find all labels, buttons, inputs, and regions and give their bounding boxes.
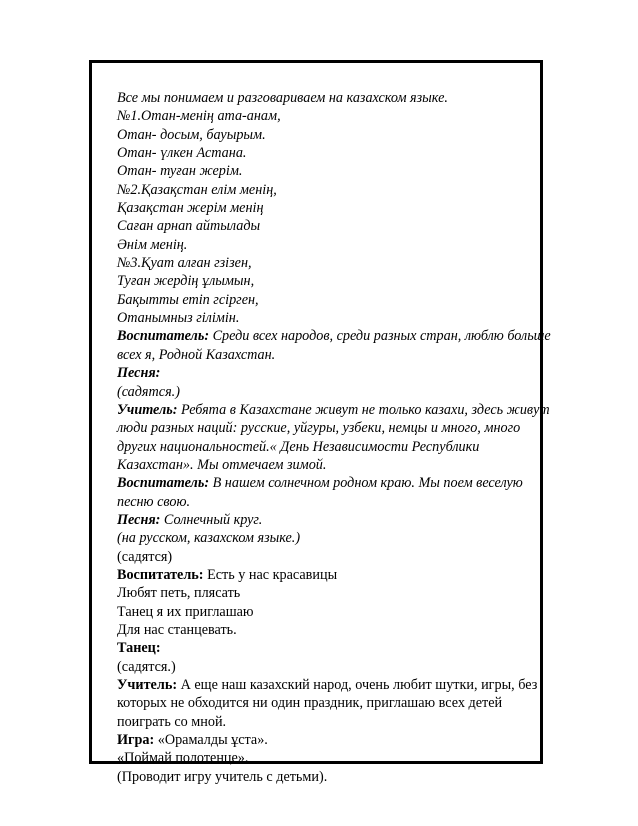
- poem1-line: Отан- үлкен Астана.: [117, 145, 247, 162]
- song2-line: [117, 511, 537, 529]
- stage-direction: (садятся.): [117, 658, 176, 675]
- game-label: Игра:: [117, 732, 155, 749]
- vosp2-line: песню свою.: [117, 493, 191, 510]
- poem1-line: Отан- досым, бауырым.: [117, 126, 266, 143]
- vosp3-line: Танец я их приглашаю: [117, 603, 254, 620]
- poem3-line: Бақытты етіп гсірген,: [117, 291, 259, 308]
- intro-line: Все мы понимаем и разговариваем на казахском языке.: [117, 90, 448, 106]
- poem2-line: Қазақстан жерім менің: [117, 200, 264, 217]
- song-label: Песня:: [117, 511, 161, 528]
- vosp1-line: [117, 327, 551, 345]
- poem2-line: Саған арнап айтылады: [117, 218, 261, 235]
- speech-text: Ребята в Казахстане живут не только казахи, здесь живут: [177, 401, 550, 418]
- poem1-line: Отан- туған жерім.: [117, 163, 243, 180]
- teacher2-line: которых не обходится ни один праздник, приглашаю всех детей: [117, 695, 503, 712]
- teacher2-line: поиграть со мной.: [117, 713, 227, 730]
- song-title: Солнечный круг.: [160, 511, 263, 528]
- speaker-label: Учитель:: [117, 677, 178, 693]
- song1-label: Песня:: [117, 365, 161, 382]
- dance-label: Танец:: [117, 640, 161, 657]
- speech-text: Есть у нас красавицы: [203, 566, 338, 583]
- game-line: [117, 731, 537, 749]
- poem2-line: №2.Қазақстан елім менің,: [117, 181, 277, 198]
- speech-text: А еще наш казахский народ, очень любит шутки, игры, без: [177, 677, 538, 693]
- poem3-line: Отанымныз гілімін.: [117, 310, 240, 327]
- teacher2-line: [117, 676, 537, 694]
- teacher1-line: люди разных наций: русские, уйгуры, узбеки, немцы и много, много: [117, 420, 521, 437]
- game-title: «Орамалды ұста».: [154, 732, 268, 749]
- stage-direction: (садятся.): [117, 383, 180, 400]
- speech-text: Среди всех народов, среди разных стран, люблю больше: [209, 328, 551, 345]
- vosp3-line: [117, 566, 537, 584]
- teacher1-line: [117, 401, 550, 419]
- document-body: [117, 89, 551, 786]
- speaker-label: Воспитатель:: [117, 328, 210, 345]
- vosp3-line: Для нас станцевать.: [117, 621, 237, 638]
- game-alt-title: «Поймай полотенце».: [117, 750, 249, 767]
- vosp3-line: Любят петь, плясать: [117, 585, 241, 602]
- stage-direction: (Проводит игру учитель с детьми).: [117, 768, 328, 785]
- speaker-label: Воспитатель:: [117, 475, 210, 492]
- stage-direction: (на русском, казахском языке.): [117, 530, 301, 547]
- speaker-label: Учитель:: [117, 401, 178, 418]
- stage-direction: (садятся): [117, 548, 173, 565]
- teacher1-line: других национальностей.« День Независимости Республики: [117, 438, 480, 455]
- poem1-line: №1.Отан-менің ата-анам,: [117, 108, 281, 125]
- poem3-line: №3.Қуат алған гзізен,: [117, 255, 252, 272]
- teacher1-line: Казахстан». Мы отмечаем зимой.: [117, 456, 327, 473]
- poem3-line: Туған жердің ұлымын,: [117, 273, 255, 290]
- poem2-line: Әнім менің.: [117, 236, 188, 253]
- speaker-label: Воспитатель:: [117, 566, 204, 583]
- vosp1-line: всех я, Родной Казахстан.: [117, 346, 276, 363]
- speech-text: В нашем солнечном родном краю. Мы поем веселую: [209, 475, 523, 492]
- vosp2-line: [117, 474, 537, 492]
